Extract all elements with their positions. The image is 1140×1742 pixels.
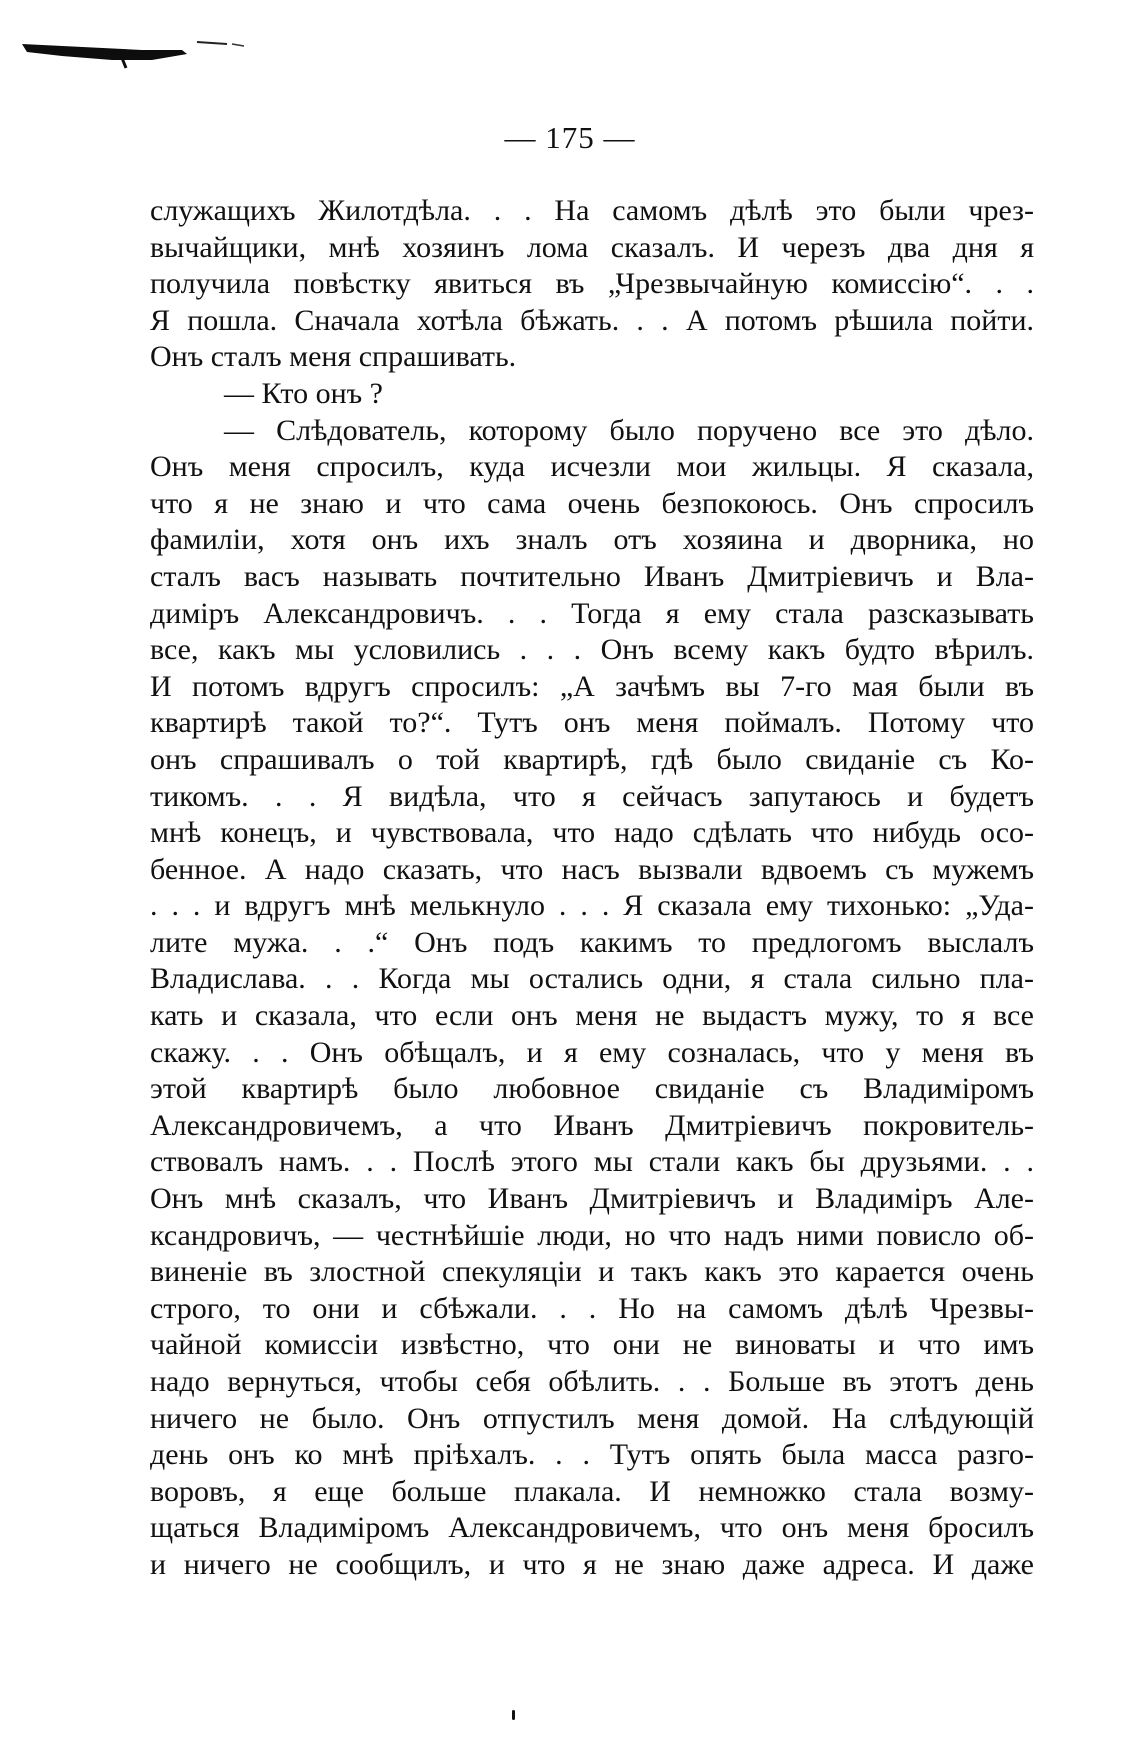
text-line: И потомъ вдругъ спросилъ: „А зачѣмъ вы 7-го мая были въ [150, 669, 1034, 703]
text-line: Онъ сталъ меня спрашивать. [150, 340, 517, 374]
text-line: онъ спрашивалъ о той квартирѣ, гдѣ было свиданіе съ Ко- [150, 742, 1034, 776]
scan-artifact-mark [22, 30, 262, 70]
text-line: этой квартирѣ было любовное свиданіе съ Владиміромъ [150, 1072, 1034, 1106]
text-line: что я не знаю и что сама очень безпокоюсь. Онъ спросилъ [150, 486, 1034, 520]
text-line: служащихъ Жилотдѣла. . . На самомъ дѣлѣ это были чрез- [150, 194, 1034, 227]
text-line: Владислава. . . Когда мы остались одни, я стала сильно пла- [150, 962, 1034, 996]
text-line: вычайщики, мнѣ хозяинъ лома сказалъ. И черезъ два дня я [150, 230, 1034, 264]
text-line: Я пошла. Сначала хотѣла бѣжать. . . А потомъ рѣшила пойти. [150, 303, 1034, 337]
page-number: — 175 — [504, 120, 636, 155]
text-line: диміръ Александровичъ. . . Тогда я ему стала разсказывать [150, 596, 1034, 630]
scan-speck [512, 1710, 515, 1720]
text-line: бенное. А надо сказать, что насъ вызвали вдвоемъ съ мужемъ [150, 852, 1034, 886]
text-line: . . . и вдругъ мнѣ мелькнуло . . . Я сказала ему тихонько: „Уда- [150, 889, 1034, 923]
text-line: виненіе въ злостной спекуляціи и такъ какъ это карается очень [150, 1255, 1034, 1289]
text-line: строго, то они и сбѣжали. . . Но на самомъ дѣлѣ Чрезвы- [150, 1291, 1034, 1325]
dialogue-line: — Слѣдователь, которому было поручено все это дѣло. [224, 413, 1034, 447]
text-line: фамиліи, хотя онъ ихъ зналъ отъ хозяина и дворника, но [150, 523, 1034, 557]
body-text [150, 193, 1034, 1584]
text-line: кать и сказала, что если онъ меня не выдастъ мужу, то я все [150, 999, 1034, 1033]
text-line: и ничего не сообщилъ, и что я не знаю даже адреса. И даже [150, 1547, 1034, 1581]
text-line: Александровичемъ, а что Иванъ Дмитріевичъ покровитель- [150, 1108, 1034, 1142]
text-line: день онъ ко мнѣ пріѣхалъ. . . Тутъ опять была масса разго- [150, 1438, 1034, 1472]
text-line: ничего не было. Онъ отпустилъ меня домой. На слѣдующій [150, 1401, 1034, 1435]
text-line: квартирѣ такой то?“. Тутъ онъ меня поймалъ. Потому что [150, 706, 1034, 740]
text-line: воровъ, я еще больше плакала. И немножко стала возму- [150, 1474, 1034, 1508]
text-line: лите мужа. . .“ Онъ подъ какимъ то предлогомъ выслалъ [150, 925, 1034, 959]
text-line: получила повѣстку явиться въ „Чрезвычайную комиссію“. . . [150, 267, 1034, 301]
text-line: тикомъ. . . Я видѣла, что я сейчасъ запутаюсь и будетъ [150, 779, 1034, 813]
text-line: щаться Владиміромъ Александровичемъ, что онъ меня бросилъ [150, 1511, 1034, 1545]
text-line: сталъ васъ называть почтительно Иванъ Дмитріевичъ и Вла- [150, 559, 1034, 593]
text-line: ксандровичъ, — честнѣйшіе люди, но что надъ ними повисло об- [150, 1218, 1034, 1252]
text-line: надо вернуться, чтобы себя обѣлить. . . Больше въ этотъ день [150, 1365, 1034, 1398]
text-line: Онъ меня спросилъ, куда исчезли мои жильцы. Я сказала, [150, 450, 1034, 484]
text-line: чайной комиссіи извѣстно, что они не виноваты и что имъ [150, 1328, 1034, 1362]
text-line: мнѣ конецъ, и чувствовала, что надо сдѣлать что нибудь осо- [150, 816, 1034, 850]
text-line: ствовалъ намъ. . . Послѣ этого мы стали какъ бы друзьями. . . [150, 1145, 1034, 1179]
text-line: Онъ мнѣ сказалъ, что Иванъ Дмитріевичъ и Владиміръ Але- [150, 1182, 1034, 1216]
dialogue-line: — Кто онъ ? [224, 376, 383, 410]
text-line: все, какъ мы условились . . . Онъ всему какъ будто вѣрилъ. [150, 633, 1034, 667]
text-line: скажу. . . Онъ обѣщалъ, и я ему созналась, что у меня въ [150, 1035, 1034, 1069]
